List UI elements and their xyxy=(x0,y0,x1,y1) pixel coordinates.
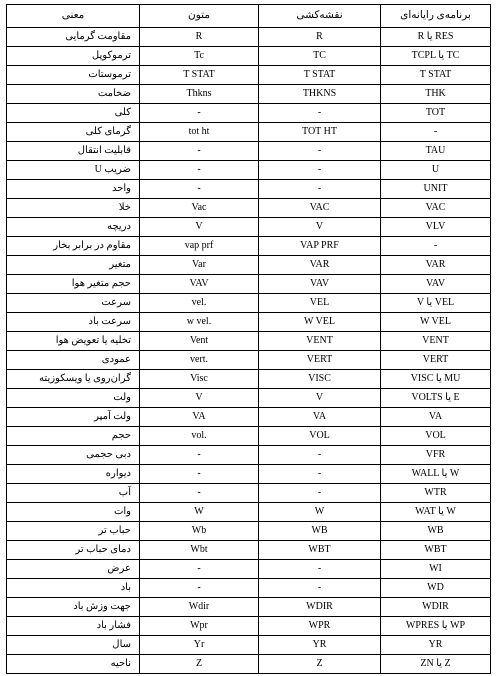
cell-drawing: - xyxy=(259,161,381,180)
cell-program: THK xyxy=(381,85,491,104)
cell-drawing: V xyxy=(259,218,381,237)
cell-drawing: - xyxy=(259,142,381,161)
cell-program: WI xyxy=(381,560,491,579)
cell-drawing: VAP PRF xyxy=(259,237,381,256)
cell-meaning: حجم متغیر هوا xyxy=(7,275,140,294)
cell-program: WAT یا W xyxy=(381,503,491,522)
cell-meaning: دبی حجمی xyxy=(7,446,140,465)
cell-text: - xyxy=(140,104,259,123)
cell-meaning: دمای حباب تر xyxy=(7,541,140,560)
cell-meaning: فشار باد xyxy=(7,617,140,636)
cell-drawing: WB xyxy=(259,522,381,541)
cell-text: tot ht xyxy=(140,123,259,142)
cell-text: Tc xyxy=(140,47,259,66)
cell-program: VENT xyxy=(381,332,491,351)
cell-program: VAR xyxy=(381,256,491,275)
cell-drawing: WBT xyxy=(259,541,381,560)
cell-text: Vent xyxy=(140,332,259,351)
cell-program: WALL یا W xyxy=(381,465,491,484)
table-row xyxy=(7,598,491,617)
cell-meaning: وات xyxy=(7,503,140,522)
cell-program: V یا VEL xyxy=(381,294,491,313)
abbreviations-table-container xyxy=(6,4,490,674)
table-row xyxy=(7,446,491,465)
table-row xyxy=(7,275,491,294)
cell-meaning: سال xyxy=(7,636,140,655)
cell-program: W VEL xyxy=(381,313,491,332)
cell-text: Visc xyxy=(140,370,259,389)
cell-program: - xyxy=(381,237,491,256)
cell-program: R یا RES xyxy=(381,28,491,47)
table-row xyxy=(7,484,491,503)
cell-meaning: سرعت xyxy=(7,294,140,313)
cell-program: VAC xyxy=(381,199,491,218)
cell-text: - xyxy=(140,180,259,199)
cell-meaning: مقاومت گرمایی xyxy=(7,28,140,47)
table-row xyxy=(7,332,491,351)
header-text: متون xyxy=(140,5,259,28)
cell-text: Wbt xyxy=(140,541,259,560)
cell-program: VAV xyxy=(381,275,491,294)
cell-drawing: W xyxy=(259,503,381,522)
table-row xyxy=(7,503,491,522)
cell-meaning: خلا xyxy=(7,199,140,218)
cell-text: Wdir xyxy=(140,598,259,617)
cell-text: V xyxy=(140,389,259,408)
cell-program: WDIR xyxy=(381,598,491,617)
cell-drawing: - xyxy=(259,446,381,465)
cell-drawing: W VEL xyxy=(259,313,381,332)
cell-drawing: R xyxy=(259,28,381,47)
cell-meaning: دیواره xyxy=(7,465,140,484)
cell-meaning: ناحیه xyxy=(7,655,140,674)
cell-drawing: T STAT xyxy=(259,66,381,85)
cell-meaning: حباب تر xyxy=(7,522,140,541)
cell-program: YR xyxy=(381,636,491,655)
cell-program: WBT xyxy=(381,541,491,560)
table-row xyxy=(7,66,491,85)
table-row xyxy=(7,655,491,674)
cell-drawing: VA xyxy=(259,408,381,427)
cell-meaning: ولت xyxy=(7,389,140,408)
table-row xyxy=(7,389,491,408)
cell-drawing: VEL xyxy=(259,294,381,313)
cell-program: VA xyxy=(381,408,491,427)
header-meaning: معنی xyxy=(7,5,140,28)
cell-drawing: V xyxy=(259,389,381,408)
table-row xyxy=(7,237,491,256)
cell-meaning: جهت وزش باد xyxy=(7,598,140,617)
cell-meaning: ولت آمپر xyxy=(7,408,140,427)
cell-program: U xyxy=(381,161,491,180)
cell-meaning: آب xyxy=(7,484,140,503)
cell-text: - xyxy=(140,142,259,161)
table-row xyxy=(7,427,491,446)
cell-meaning: ترموکوپل xyxy=(7,47,140,66)
table-row xyxy=(7,617,491,636)
cell-text: Yr xyxy=(140,636,259,655)
table-row xyxy=(7,541,491,560)
cell-program: T STAT xyxy=(381,66,491,85)
table-row xyxy=(7,579,491,598)
cell-program: VOL xyxy=(381,427,491,446)
cell-program: - xyxy=(381,123,491,142)
cell-drawing: - xyxy=(259,104,381,123)
cell-text: w vel. xyxy=(140,313,259,332)
cell-meaning: واحد xyxy=(7,180,140,199)
cell-meaning: باد xyxy=(7,579,140,598)
cell-program: ZN یا Z xyxy=(381,655,491,674)
cell-text: - xyxy=(140,560,259,579)
cell-meaning: عرض xyxy=(7,560,140,579)
table-body xyxy=(7,28,491,674)
cell-meaning: تخلیه یا تعویض هوا xyxy=(7,332,140,351)
cell-drawing: WDIR xyxy=(259,598,381,617)
cell-meaning: مقاوم در برابر بخار xyxy=(7,237,140,256)
cell-program: VFR xyxy=(381,446,491,465)
cell-program: TOT xyxy=(381,104,491,123)
table-row xyxy=(7,465,491,484)
cell-text: - xyxy=(140,161,259,180)
table-row xyxy=(7,85,491,104)
table-row xyxy=(7,180,491,199)
cell-program: VISC یا MU xyxy=(381,370,491,389)
cell-program: TAU xyxy=(381,142,491,161)
cell-drawing: YR xyxy=(259,636,381,655)
cell-meaning: گران‌روی یا ویسکوزیته xyxy=(7,370,140,389)
cell-text: V xyxy=(140,218,259,237)
table-row xyxy=(7,522,491,541)
header-program: برنامه‌ی رایانه‌ای xyxy=(381,5,491,28)
cell-text: T STAT xyxy=(140,66,259,85)
table-row xyxy=(7,636,491,655)
cell-drawing: Z xyxy=(259,655,381,674)
table-row xyxy=(7,199,491,218)
cell-text: VA xyxy=(140,408,259,427)
cell-meaning: دریچه xyxy=(7,218,140,237)
cell-text: Wpr xyxy=(140,617,259,636)
cell-text: vert. xyxy=(140,351,259,370)
table-row xyxy=(7,161,491,180)
cell-program: UNIT xyxy=(381,180,491,199)
cell-program: VOLTS یا E xyxy=(381,389,491,408)
cell-text: W xyxy=(140,503,259,522)
table-row xyxy=(7,104,491,123)
cell-program: WTR xyxy=(381,484,491,503)
table-row xyxy=(7,256,491,275)
cell-text: vel. xyxy=(140,294,259,313)
abbreviations-table xyxy=(6,4,491,674)
cell-drawing: VOL xyxy=(259,427,381,446)
cell-text: Var xyxy=(140,256,259,275)
cell-program: WPRES یا WP xyxy=(381,617,491,636)
table-row xyxy=(7,560,491,579)
cell-meaning: متغیر xyxy=(7,256,140,275)
cell-drawing: VAC xyxy=(259,199,381,218)
header-row xyxy=(7,5,491,28)
cell-text: R xyxy=(140,28,259,47)
cell-program: WD xyxy=(381,579,491,598)
cell-text: Z xyxy=(140,655,259,674)
cell-meaning: عمودی xyxy=(7,351,140,370)
cell-drawing: - xyxy=(259,465,381,484)
cell-text: - xyxy=(140,484,259,503)
cell-program: VLV xyxy=(381,218,491,237)
cell-meaning: سرعت باد xyxy=(7,313,140,332)
cell-drawing: THKNS xyxy=(259,85,381,104)
cell-text: - xyxy=(140,465,259,484)
cell-text: vap prf xyxy=(140,237,259,256)
cell-meaning: ترموستات xyxy=(7,66,140,85)
cell-drawing: VAR xyxy=(259,256,381,275)
table-row xyxy=(7,47,491,66)
cell-meaning: کلی xyxy=(7,104,140,123)
cell-drawing: - xyxy=(259,484,381,503)
table-row xyxy=(7,294,491,313)
cell-text: Wb xyxy=(140,522,259,541)
cell-meaning: ضخامت xyxy=(7,85,140,104)
cell-program: TCPL یا TC xyxy=(381,47,491,66)
cell-program: WB xyxy=(381,522,491,541)
table-row xyxy=(7,218,491,237)
cell-drawing: TC xyxy=(259,47,381,66)
cell-text: VAV xyxy=(140,275,259,294)
cell-drawing: VENT xyxy=(259,332,381,351)
cell-meaning: قابلیت انتقال xyxy=(7,142,140,161)
cell-text: - xyxy=(140,579,259,598)
header-drawing: نقشه‌کشی xyxy=(259,5,381,28)
cell-drawing: TOT HT xyxy=(259,123,381,142)
table-row xyxy=(7,28,491,47)
cell-text: Thkns xyxy=(140,85,259,104)
table-row xyxy=(7,142,491,161)
cell-meaning: حجم xyxy=(7,427,140,446)
table-header xyxy=(7,5,491,28)
table-row xyxy=(7,370,491,389)
cell-text: vol. xyxy=(140,427,259,446)
cell-text: Vac xyxy=(140,199,259,218)
table-row xyxy=(7,123,491,142)
cell-drawing: - xyxy=(259,560,381,579)
table-row xyxy=(7,351,491,370)
cell-drawing: - xyxy=(259,180,381,199)
cell-drawing: VISC xyxy=(259,370,381,389)
table-row xyxy=(7,313,491,332)
cell-program: VERT xyxy=(381,351,491,370)
cell-drawing: WPR xyxy=(259,617,381,636)
cell-drawing: VERT xyxy=(259,351,381,370)
table-row xyxy=(7,408,491,427)
cell-drawing: VAV xyxy=(259,275,381,294)
cell-drawing: - xyxy=(259,579,381,598)
cell-text: - xyxy=(140,446,259,465)
cell-meaning: گرمای کلی xyxy=(7,123,140,142)
cell-meaning: ضریب U xyxy=(7,161,140,180)
